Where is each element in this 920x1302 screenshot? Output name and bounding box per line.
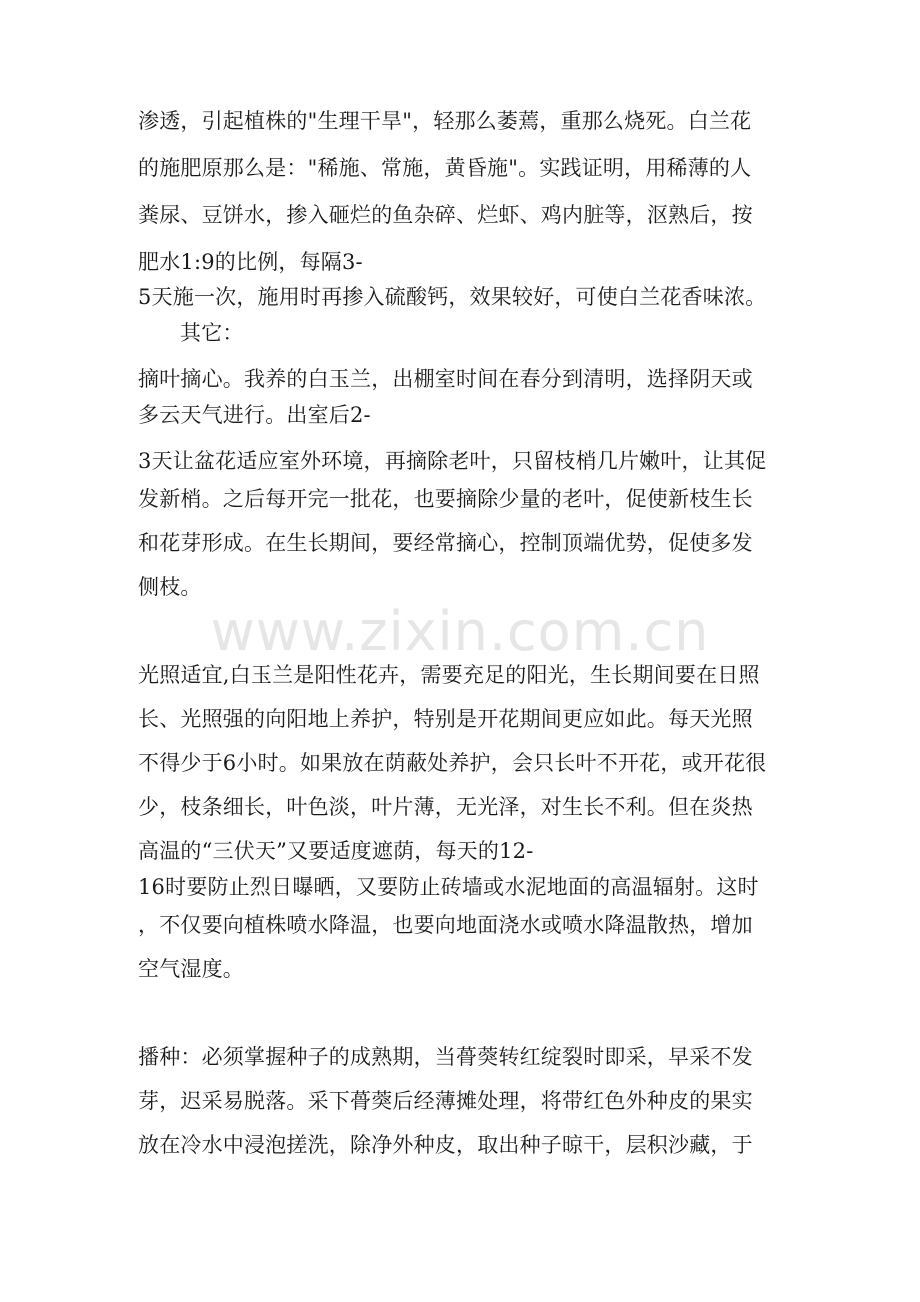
text-line: 放在冷水中浸泡搓洗，除净外种皮，取出种子晾干，层积沙藏，于 (138, 1133, 753, 1157)
text-line: 粪尿、豆饼水，掺入砸烂的鱼杂碎、烂虾、鸡内脏等，沤熟后，按 (138, 203, 753, 227)
text-line: 的施肥原那么是："稀施、常施，黄昏施"。实践证明，用稀薄的人 (138, 156, 752, 180)
text-line: 多云天气进行。出室后2- (138, 403, 371, 427)
text-line: 少，枝条细长，叶色淡，叶片薄，无光泽，对生长不利。但在炎热 (138, 795, 753, 819)
text-line: 侧枝。 (138, 575, 202, 599)
text-line: 播种：必须掌握种子的成熟期，当蓇葖转红绽裂时即采，早采不发 (138, 1045, 753, 1069)
text-line: 16时要防止烈日曝晒，又要防止砖墙或水泥地面的高温辐射。这时 (138, 875, 759, 899)
text-line: ，不仅要向植株喷水降温，也要向地面浇水或喷水降温散热，增加 (138, 913, 753, 937)
text-line: 空气湿度。 (138, 957, 244, 981)
text-line: 高温的“三伏天”又要适度遮荫，每天的12- (138, 839, 534, 863)
text-line: 3天让盆花适应室外环境，再摘除老叶，只留枝梢几片嫩叶，让其促 (138, 449, 767, 473)
watermark: www.zixin.com.cn (210, 600, 710, 663)
text-line: 光照适宜,白玉兰是阳性花卉，需要充足的阳光，生长期间要在日照 (138, 663, 760, 687)
text-line: 不得少于6小时。如果放在荫蔽处养护，会只长叶不开花，或开花很 (138, 751, 767, 775)
text-line: 肥水1:9的比例，每隔3- (138, 250, 363, 274)
text-line: 长、光照强的向阳地上养护，特别是开花期间更应如此。每天光照 (138, 707, 753, 731)
section-heading: 其它： (180, 321, 244, 345)
text-line: 和花芽形成。在生长期间，要经常摘心，控制顶端优势，促使多发 (138, 531, 753, 555)
text-line: 渗透，引起植株的"生理干旱"，轻那么萎蔫，重那么烧死。白兰花 (138, 109, 752, 133)
text-line: 摘叶摘心。我养的白玉兰，出棚室时间在春分到清明，选择阴天或 (138, 367, 753, 391)
text-line: 发新梢。之后每开完一批花，也要摘除少量的老叶，促使新枝生长 (138, 487, 753, 511)
text-line: 5天施一次，施用时再掺入硫酸钙，效果较好，可使白兰花香味浓。 (138, 285, 767, 309)
text-line: 芽，迟采易脱落。采下蓇葖后经薄摊处理，将带红色外种皮的果实 (138, 1089, 753, 1113)
